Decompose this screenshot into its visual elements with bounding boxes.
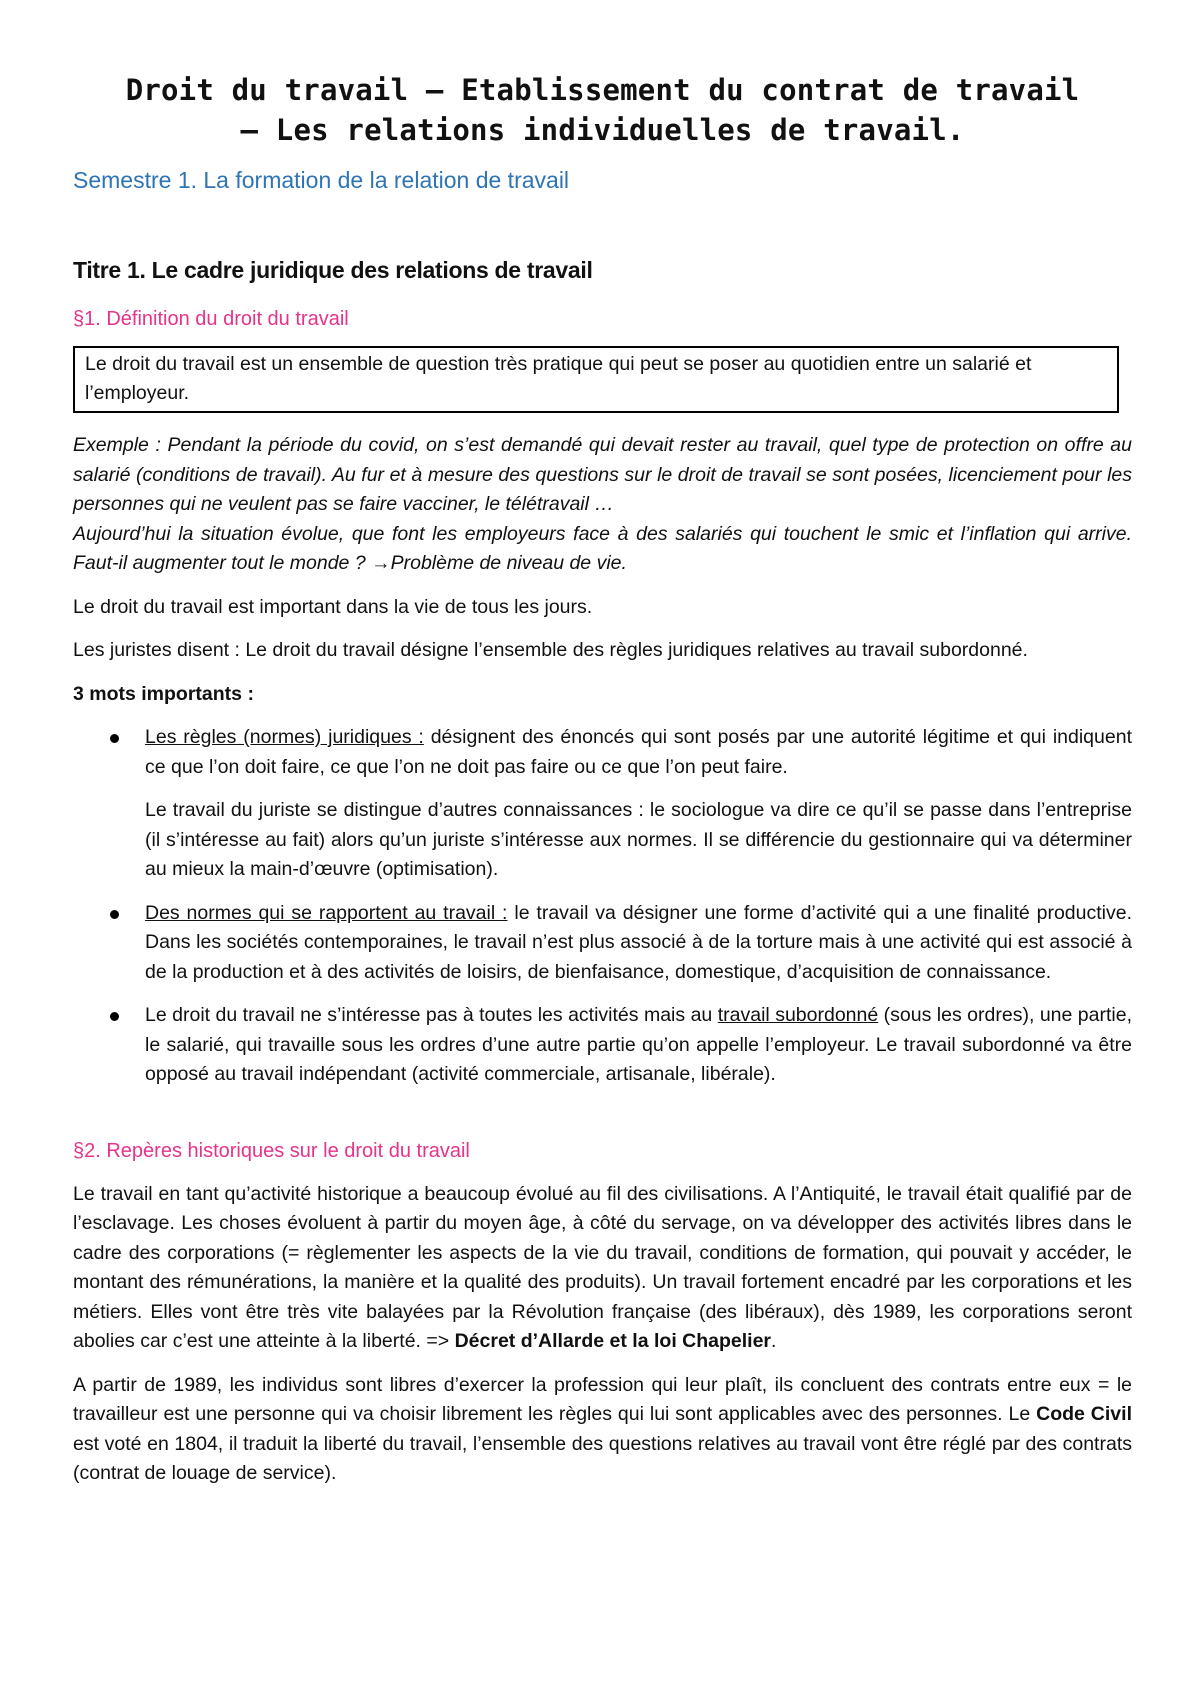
list-item <box>73 899 1132 988</box>
keywords-heading: 3 mots importants : <box>73 682 254 705</box>
decret-allarde: Décret d’Allarde et la loi Chapelier <box>454 1330 772 1352</box>
history-text-2-after: est voté en 1804, il traduit la liberté du travail, l’ensemble des questions relatives au travail vont être réglé par des contrats (contrat de louage de service). <box>73 1432 1132 1484</box>
paragraph-importance: Le droit du travail est important dans la vie de tous les jours. <box>73 595 593 618</box>
bullet-icon <box>110 910 119 919</box>
bullet-3-term: travail subordonné <box>717 1004 879 1026</box>
title-line-1: Droit du travail – Etablissement du contrat de travail <box>125 73 1080 107</box>
example-text-2: Aujourd’hui la situation évolue, que font les employeurs face à des salariés qui touchent le smic et l’inflation qui arrive. Faut-il augmenter tout le monde ? <box>73 522 1132 574</box>
example-paragraph-2 <box>73 520 1132 579</box>
history-text: Le travail en tant qu’activité historique a beaucoup évolué au fil des civilisations. A l’Antiquité, le travail était qualifié par de l’esclavage. Les choses évoluent à partir du moyen âge, à côté du servage, on va développer des activités libres dans le cadre des corporations (= règlementer les aspects de la vie du travail, conditions de formation, qui pouvait y accéder, le montant des rémunérations, la manière et la qualité des produits). Un travail fortement encadré par les corporations et les métiers. Elles vont être très vite balayées par la Révolution française (des libéraux), dès 1989, les corporations seront abolies car c’est une atteinte à la liberté. <box>73 1182 1132 1352</box>
bullet-icon <box>110 1012 119 1021</box>
bullet-1-term: Les règles (normes) juridiques : <box>145 726 424 748</box>
bullet-2-text: le travail va désigner une forme d’activité qui a une finalité productive. Dans les sociétés contemporaines, le travail n’est plus associé à de la torture mais à une activité qui est associé à de la production et à des activités de loisirs, de bienfaisance, domestique, d’acquisition de connaissance. <box>145 901 1132 983</box>
code-civil: Code Civil <box>1036 1403 1132 1425</box>
bullet-icon <box>110 734 119 743</box>
bullet-3-text-before: Le droit du travail ne s’intéresse pas à toutes les activités mais au <box>145 1004 718 1026</box>
list-item <box>73 1001 1132 1090</box>
history-paragraph-1 <box>73 1180 1132 1357</box>
list-item <box>73 723 1132 782</box>
bullet-2-term: Des normes qui se rapportent au travail : <box>145 901 508 924</box>
bullet-3-text-after: (sous les ordres), une partie, le salarié, qui travaille sous les ordres d’une autre partie qu’on appelle l’employeur. Le travail subordonné va être opposé au travail indépendant (activité commerciale, artisanale, libérale). <box>145 1004 1133 1085</box>
titre-1-heading: Titre 1. Le cadre juridique des relations de travail <box>73 257 593 283</box>
semester-heading: Semestre 1. La formation de la relation de travail <box>73 167 570 193</box>
definition-box: Le droit du travail est un ensemble de question très pratique qui peut se poser au quotidien entre un salarié et l’employeur. <box>73 346 1119 413</box>
history-text-2-before: A partir de 1989, les individus sont libres d’exercer la profession qui leur plaît, ils concluent des contrats entre eux = le travailleur est une personne qui va choisir librement les règles qui lui sont applicables avec des personnes. Le <box>73 1373 1132 1425</box>
bullet-1-subparagraph: Le travail du juriste se distingue d’autres connaissances : le sociologue va dire ce qu’il se passe dans l’entreprise (il s’intéresse au fait) alors qu’un juriste s’intéresse aux normes. Il se différencie du gestionnaire qui va déterminer au mieux la main-d’œuvre (optimisation). <box>145 799 1132 880</box>
bullet-1-text: désignent des énoncés qui sont posés par une autorité légitime et qui indiquent ce que l’on doit faire, ce que l’on ne doit pas faire ou ce que l’on peut faire. <box>145 726 1132 778</box>
section-2-heading: §2. Repères historiques sur le droit du travail <box>73 1139 470 1162</box>
period: . <box>771 1330 777 1352</box>
example-paragraph: Exemple : Pendant la période du covid, on s’est demandé qui devait rester au travail, quel type de protection on offre au salarié (conditions de travail). Au fur et à mesure des questions sur le droit de travail se sont posées, licenciement pour les personnes qui ne veulent pas se faire vacciner, le télétravail … <box>73 434 1132 515</box>
history-paragraph-2 <box>73 1371 1132 1489</box>
section-1-heading: §1. Définition du droit du travail <box>73 308 349 330</box>
arrow-prefix: => <box>426 1330 455 1352</box>
example-block <box>73 431 1132 579</box>
arrow-icon: → <box>371 552 391 574</box>
paragraph-juristes: Les juristes disent : Le droit du travail désigne l’ensemble des règles juridiques relatives au travail subordonné. <box>73 639 1028 661</box>
document-title <box>73 70 1132 150</box>
keywords-list-2 <box>73 899 1132 1090</box>
example-conclusion: Problème de niveau de vie. <box>390 552 627 574</box>
keywords-list <box>73 723 1132 782</box>
title-line-2: – Les relations individuelles de travail. <box>240 113 965 147</box>
